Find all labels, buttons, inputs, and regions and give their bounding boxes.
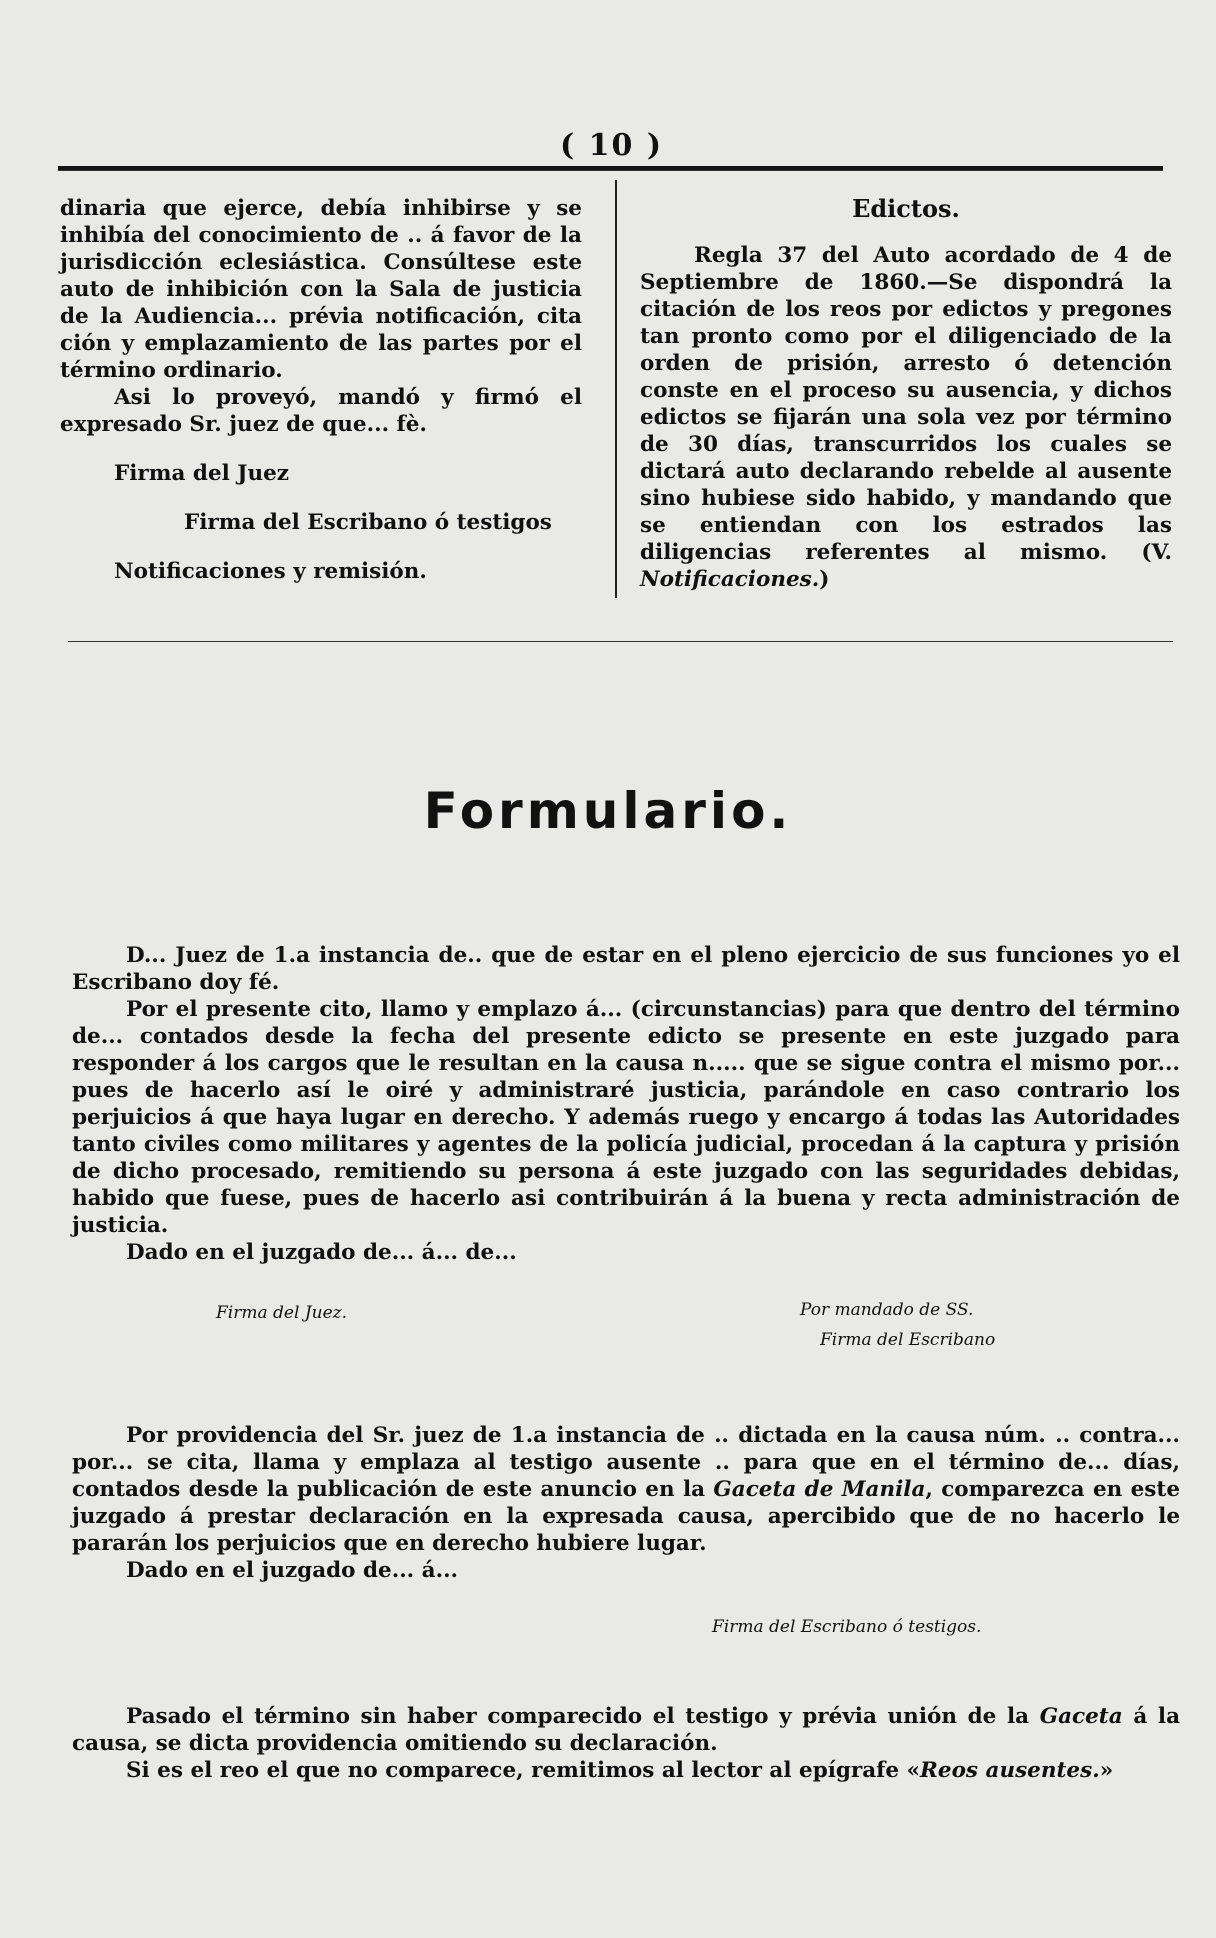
witness-form-paragraph-1 xyxy=(72,1422,1180,1557)
left-paragraph-2: Asi lo proveyó, mandó y firmó el expresado Sr. juez de que... fè. xyxy=(60,385,582,437)
column-divider xyxy=(615,180,617,598)
edict-form-block xyxy=(72,942,1180,1266)
notificaciones-reference: Notificaciones. xyxy=(640,567,820,592)
witness-text-after: , comparezca en este juzgado á prestar declaración en la expresada causa, apercibido que de no hacerlo le pararán los perjuicios que en derecho hubiere lugar. xyxy=(72,1477,1180,1556)
closing-paragraph-1 xyxy=(72,1703,1180,1757)
witness-form-paragraph-2: Dado en el juzgado de... á... xyxy=(126,1558,459,1583)
edict-form-paragraph-2: Por el presente cito, llamo y emplazo á... (circunstancias) para que dentro del término de... contados desde la fecha del presente edicto se presente en este juzgado para responder á los cargos que le resultan en la causa n..... que se sigue contra el mismo por... pues de hacerlo así le oiré y administraré justicia, parándole en caso contrario los perjuicios á que haya lugar en derecho. Y además ruego y encargo á todas las Autoridades tanto civiles como militares y agentes de la policía judicial, procedan á la captura y prisión de dicho procesado, remitiendo su persona á este juzgado con las seguridades debidas, habido que fuese, pues de hacerlo asi contribuirán á la buena y recta administración de justicia. xyxy=(72,997,1180,1238)
edictos-heading: Edictos. xyxy=(852,194,960,223)
witness-scribe-signature: Firma del Escribano ó testigos. xyxy=(712,1617,982,1637)
scribe-signature: Firma del Escribano ó testigos xyxy=(184,510,552,535)
reos-ausentes-reference: Reos ausentes. xyxy=(920,1758,1100,1783)
right-column xyxy=(640,195,1172,593)
form-scribe-signature: Firma del Escribano xyxy=(820,1330,996,1350)
judge-signature: Firma del Juez xyxy=(114,461,289,486)
formulario-title: Formulario. xyxy=(423,782,793,840)
closing-paragraph-2 xyxy=(72,1757,1180,1784)
edictos-paragraph xyxy=(640,242,1172,593)
witness-text-before: Por providencia del Sr. juez de 1.a instancia de .. dictada en la causa núm. .. contra... por... se cita, llama y emplaza al testigo ausente .. para que en el término de... días, contados desde la publicación de este anuncio en la xyxy=(72,1423,1180,1502)
gaceta-de-manila: Gaceta de Manila xyxy=(713,1477,926,1502)
reos-text-after: » xyxy=(1099,1758,1114,1783)
form-order-line: Por mandado de SS. xyxy=(800,1300,974,1320)
closing-block xyxy=(72,1703,1180,1784)
edict-form-paragraph-3: Dado en el juzgado de... á... de... xyxy=(126,1240,517,1265)
reos-text-before: Si es el reo el que no comparece, remitimos al lector al epígrafe « xyxy=(126,1758,921,1783)
edict-form-paragraph-1: D... Juez de 1.a instancia de.. que de estar en el pleno ejercicio de sus funciones yo el Escribano doy fé. xyxy=(72,943,1180,995)
witness-form-block xyxy=(72,1422,1180,1584)
header-rule xyxy=(58,166,1163,171)
left-paragraph-1: dinaria que ejerce, debía inhibirse y se inhibía del conocimiento de .. á favor de la jurisdicción eclesiástica. Consúltese este auto de inhibición con la Sala de justicia de la Audiencia... prévia notificación, cita ción y emplazamiento de las partes por el término ordinario. xyxy=(60,196,582,383)
form-judge-signature: Firma del Juez. xyxy=(216,1303,347,1323)
edictos-body: Regla 37 del Auto acordado de 4 de Septiembre de 1860.—Se dispondrá la citación de los reos por edictos y pregones tan pronto como por el diligenciado de la orden de prisión, arresto ó detención conste en el proceso su ausencia, y dichos edictos se fijarán una sola vez por término de 30 días, transcurridos los cuales se dictará auto declarando rebelde al ausente sino hubiese sido habido, y mandando que se entiendan con los estrados las diligencias referentes al mismo. (V. xyxy=(640,243,1172,565)
reference-close: ) xyxy=(819,567,830,592)
closing-text-before: Pasado el término sin haber comparecido el testigo y prévia unión de la xyxy=(126,1704,1040,1729)
left-column xyxy=(60,195,582,585)
section-rule xyxy=(68,641,1173,642)
page-number: ( 10 ) xyxy=(560,128,664,163)
notifications-heading: Notificaciones y remisión. xyxy=(114,559,427,584)
closing-text-after: á la causa, se dicta providencia omitiendo su declaración. xyxy=(72,1704,1181,1756)
gaceta-reference: Gaceta xyxy=(1039,1704,1123,1729)
